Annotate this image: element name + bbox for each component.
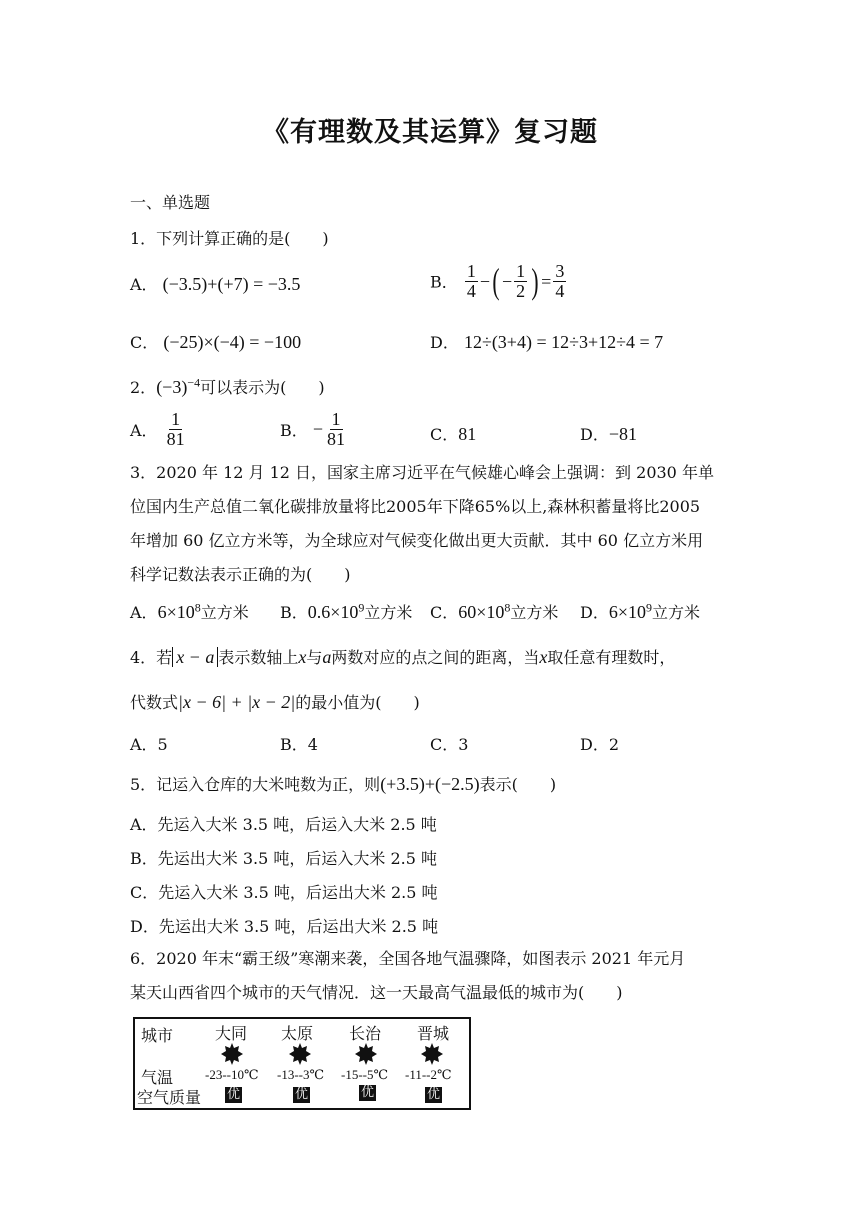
weather-table xyxy=(133,1017,471,1110)
sun-icon xyxy=(421,1043,443,1065)
q2-option-a: A． $\frac{1}{81}$ xyxy=(130,409,185,449)
q2-option-b: B． − $\frac{1}{81}$ xyxy=(280,409,346,449)
q3-option-d: D．$6\times 10^9$立方米 xyxy=(580,600,701,622)
city-name: 大同 xyxy=(215,1024,248,1043)
q5-option-c: C．先运入大米 3.5 吨，后运出大米 2.5 吨 xyxy=(130,883,438,902)
question-3-line-1: 3．2020 年 12 月 12 日，国家主席习近平在气候雄心峰会上强调：到 2030 年单 xyxy=(130,463,714,482)
q1-b-fraction-1: $\frac{1}{4}$ xyxy=(466,261,476,301)
question-6-line-1: 6．2020 年末“霸王级”寒潮来袭，全国各地气温骤降，如图表示 2021 年元月 xyxy=(130,949,686,968)
q5-option-d: D．先运出大米 3.5 吨，后运出大米 2.5 吨 xyxy=(130,917,439,936)
air-quality-badge: 优 xyxy=(361,1085,375,1100)
page-title: 《有理数及其运算》复习题 xyxy=(262,117,598,148)
question-3-line-2: 位国内生产总值二氧化碳排放量将比2005年下降65%以上,森林积蓄量将比2005 xyxy=(130,497,701,516)
question-6-line-2: 某天山西省四个城市的天气情况．这一天最高气温最低的城市为( ) xyxy=(130,983,623,1002)
city-temperature: -23--10℃ xyxy=(205,1067,259,1082)
air-quality-badge: 优 xyxy=(295,1087,309,1102)
q1-option-c: C． (−25)×(−4) = −100 xyxy=(130,332,302,352)
city-temperature: -11--2℃ xyxy=(405,1067,452,1082)
q3-option-a: A．$6\times 10^8$立方米 xyxy=(130,600,249,622)
q5-option-a: A．先运入大米 3.5 吨，后运入大米 2.5 吨 xyxy=(130,815,437,834)
q1-option-a: A． (−3.5)+(+7) = −3.5 xyxy=(130,274,301,294)
city-name: 晋城 xyxy=(417,1024,450,1043)
q3-option-b: B．$0.6\times 10^9$立方米 xyxy=(280,600,413,622)
question-3-line-4: 科学记数法表示正确的为( ) xyxy=(130,565,351,584)
question-4-line-2: 代数式|x − 6| + |x − 2|的最小值为( ) xyxy=(130,692,420,712)
row-label-city: 城市 xyxy=(141,1026,174,1045)
sun-icon xyxy=(221,1043,243,1065)
city-name: 长治 xyxy=(349,1024,382,1043)
sun-icon xyxy=(355,1043,377,1065)
q1-option-d: D． 12÷(3+4) = 12÷3+12÷4 = 7 xyxy=(430,332,664,352)
city-temperature: -13--3℃ xyxy=(277,1067,325,1082)
q4-option-a: A．5 xyxy=(130,735,168,754)
q4-option-b: B．4 xyxy=(280,735,318,754)
city-temperature: -15--5℃ xyxy=(341,1067,389,1082)
question-1-stem: 1．下列计算正确的是( ) xyxy=(130,229,329,248)
row-label-air-quality: 空气质量 xyxy=(137,1088,202,1107)
question-4-line-1: 4．若 x − a 表示数轴上x与a两数对应的点之间的距离，当x取任意有理数时， xyxy=(130,647,676,667)
q1-b-fraction-2: $\frac{1}{2}$ xyxy=(516,261,526,301)
question-3-line-3: 年增加 60 亿立方米等，为全球应对气候变化做出更大贡献．其中 60 亿立方米用 xyxy=(130,531,704,550)
section-heading: 一、单选题 xyxy=(130,193,211,212)
air-quality-badge: 优 xyxy=(227,1087,241,1102)
city-name: 太原 xyxy=(281,1024,314,1043)
q4-option-c: C．3 xyxy=(430,735,469,754)
air-quality-badge: 优 xyxy=(427,1087,441,1102)
row-label-temperature: 气温 xyxy=(141,1068,174,1087)
q1-b-fraction-3: $\frac{3}{4}$ xyxy=(555,261,565,301)
q1-option-b: B． $\frac{1}{4}$ −( − $\frac{1}{2}$ ) = $\frac{3}{4}$ xyxy=(430,261,565,302)
sun-icon xyxy=(289,1043,311,1065)
q4-option-d: D．2 xyxy=(580,735,620,754)
question-5-stem: 5．记运入仓库的大米吨数为正，则(+3.5)+(−2.5)表示( ) xyxy=(130,774,557,794)
q2-option-c: C．81 xyxy=(430,424,477,444)
question-2-stem: 2．$(-3)^{-4}$可以表示为( ) xyxy=(130,375,325,397)
q2-option-d: D．−81 xyxy=(580,424,637,444)
q3-option-c: C．$60\times 10^8$立方米 xyxy=(430,600,559,622)
q5-option-b: B．先运出大米 3.5 吨，后运入大米 2.5 吨 xyxy=(130,849,437,868)
